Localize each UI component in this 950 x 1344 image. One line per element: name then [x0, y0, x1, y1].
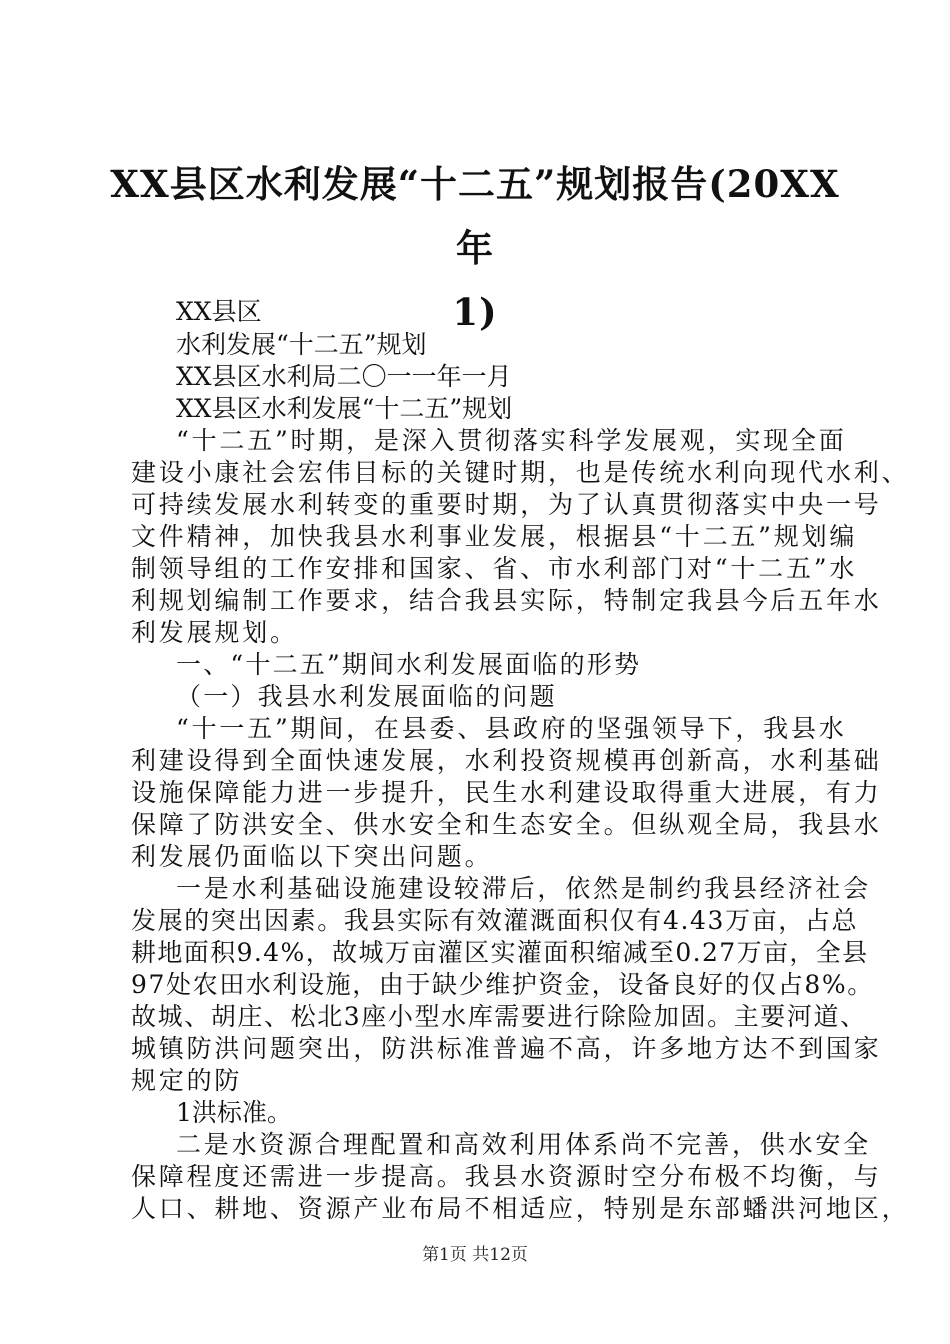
text-line: 城镇防洪问题突出，防洪标准普遍不高，许多地方达不到国家: [131, 1034, 882, 1063]
title-line-2: 1): [452, 290, 498, 334]
page-footer: 第1页 共12页: [422, 1245, 528, 1265]
text-line: 利建设得到全面快速发展，水利投资规模再创新高，水利基础: [131, 746, 882, 775]
text-line: XX县区: [176, 297, 262, 326]
text-line: 文件精神，加快我县水利事业发展，根据县“十二五”规划编: [131, 522, 858, 551]
text-line: 1洪标准。: [176, 1098, 292, 1127]
text-line: 利发展仍面临以下突出问题。: [131, 842, 493, 871]
text-line: 一是水利基础设施建设较滞后，依然是制约我县经济社会: [176, 874, 872, 903]
text-line: 可持续发展水利转变的重要时期，为了认真贯彻落实中央一号: [131, 490, 882, 519]
text-line: 97处农田水利设施，由于缺少维护资金，设备良好的仅占8%。: [131, 970, 874, 999]
section-heading: 一、“十二五”期间水利发展面临的形势: [176, 650, 642, 679]
text-line: 保障程度还需进一步提高。我县水资源时空分布极不均衡，与: [131, 1162, 882, 1191]
text-line: 保障了防洪安全、供水安全和生态安全。但纵观全局，我县水: [131, 810, 882, 839]
text-line: XX县区水利局二〇一一年一月: [176, 362, 512, 391]
text-line: XX县区水利发展“十二五”规划: [176, 394, 513, 423]
text-line: 二是水资源合理配置和高效利用体系尚不完善，供水安全: [176, 1130, 872, 1159]
text-line: 利发展规划。: [131, 618, 298, 647]
title-line-1: XX县区水利发展“十二五”规划报告(20XX年: [110, 162, 840, 270]
text-line: 规定的防: [131, 1066, 243, 1095]
text-line: 耕地面积9.4%，故城万亩灌区实灌面积缩减至0.27万亩，全县: [131, 938, 869, 967]
text-line: 制领导组的工作安排和国家、省、市水利部门对“十二五”水: [131, 554, 858, 583]
text-line: “十一五”期间，在县委、县政府的坚强领导下，我县水: [176, 714, 847, 743]
text-line: 建设小康社会宏伟目标的关键时期，也是传统水利向现代水利、: [131, 458, 910, 487]
text-line: 发展的突出因素。我县实际有效灌溉面积仅有4.43万亩，占总: [131, 906, 859, 935]
text-line: 利规划编制工作要求，结合我县实际，特制定我县今后五年水: [131, 586, 882, 615]
text-line: 水利发展“十二五”规划: [176, 330, 427, 359]
text-line: 人口、耕地、资源产业布局不相适应，特别是东部蟠洪河地区，: [131, 1194, 910, 1223]
text-line: “十二五”时期，是深入贯彻落实科学发展观，实现全面: [176, 426, 847, 455]
subsection-heading: （一）我县水利发展面临的问题: [176, 682, 557, 711]
text-line: 设施保障能力进一步提升，民生水利建设取得重大进展，有力: [131, 778, 882, 807]
text-line: 故城、胡庄、松北3座小型水库需要进行除险加固。主要河道、: [131, 1002, 867, 1031]
